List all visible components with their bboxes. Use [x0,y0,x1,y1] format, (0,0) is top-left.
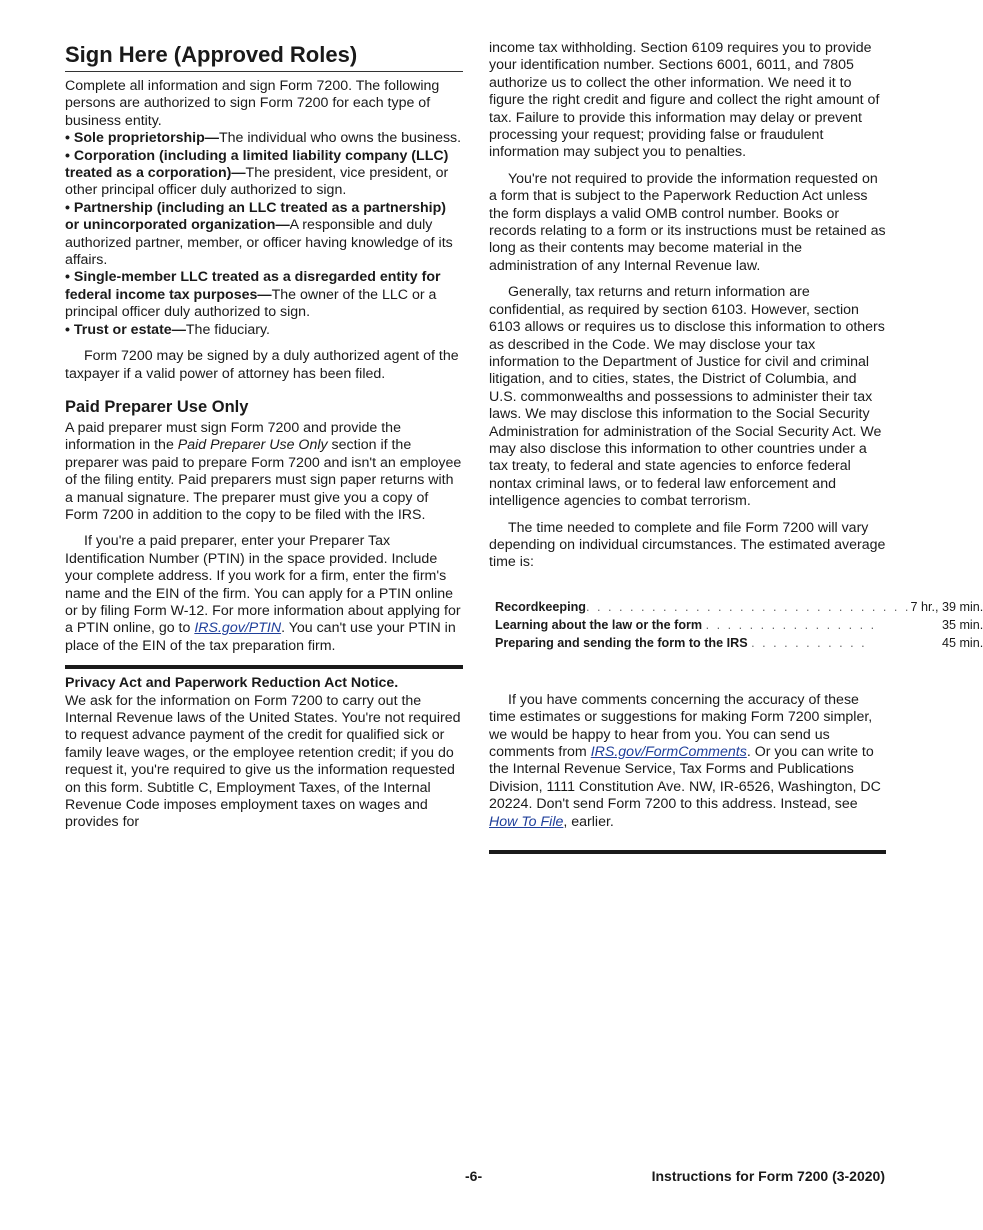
omb-paragraph: You're not required to provide the information requested on a form that is subject to the Paperwork Reduction Act unless the form displays a valid OMB control number. Books or records relating to a form or its instructions must be retained as long as their contents may become material in the administration of any Internal Revenue law. [489,170,886,274]
roles-list [65,130,463,339]
end-divider [489,850,886,854]
role-term: Partnership (including an LLC treated as a partnership) or unincorporated organization— [65,199,447,234]
agent-paragraph: Form 7200 may be signed by a duly authorized agent of the taxpayer if a valid power of attorney has been filed. [65,348,459,382]
role-term: Single-member LLC treated as a disregarded entity for federal income tax purposes— [65,269,441,303]
list-item: • Sole proprietorship—The individual who owns the business. [65,130,462,147]
document-title-footer: Instructions for Form 7200 (3-2020) [651,1168,885,1184]
role-desc: The fiduciary. [185,321,270,338]
form-comments-link[interactable]: IRS.gov/FormComments [590,744,747,760]
confidentiality-paragraph: Generally, tax returns and return information are confidential, as required by section 6103. However, section 6103 allows or requires us to disclose this information to others as described in the Code. We may disclose your tax information to the Department of Justice for civil and criminal litigation, and to cities, states, the District of Columbia, and U.S. commonwealths and possessions to administer their tax laws. We may disclose this information to the Social Security Administration for administration of the Social Security Act. We may also disclose this information to other countries under a tax treaty, to federal and state agencies to enforce federal nontax criminal laws, or to federal law enforcement and intelligence agencies to combat terrorism. [489,284,885,510]
comments-paragraph: If you have comments concerning the accuracy of these time estimates or suggestions for making Form 7200 simpler, we would be happy to hear from you. You can send us comments from IRS.gov/FormComments. Or you can write to the Internal Revenue Service, Tax Forms and Publications Division, 1111 Constitution Ave. NW, IR-6526, Washington, DC 20224. Don't send Form 7200 to this address. Instead, see How To File, earlier. [489,691,881,830]
table-row: Learning about the law or the form . . . . . . . . . . . . . . . . 35 min. [495,617,983,632]
list-item: • Single-member LLC treated as a disregarded entity for federal income tax purposes—The owner of the LLC or a principal officer duly authorized to sign. [65,269,441,321]
privacy-continued-paragraph: income tax withholding. Section 6109 requires you to provide your identification number. Sections 6001, 6011, and 7805 authorize us to collect the other information. We need it to figure the right credit and figure and collect the right amount of tax. Failure to provide this information may delay or prevent processing your request; providing false or fraudulent information may subject you to penalties. [489,40,880,161]
time-estimate-intro: The time needed to complete and file Form 7200 will vary depending on individual circumstances. The estimated average time is: [489,519,886,571]
page-number: -6- [465,1168,483,1184]
how-to-file-link[interactable]: How To File [489,813,564,830]
sign-intro: Complete all information and sign Form 7200. The following persons are authorized to sign Form 7200 for each type of business entity. [65,78,440,129]
right-column [489,40,983,854]
role-term: Corporation (including a limited liability company (LLC) treated as a corporation)— [65,147,449,182]
role-term: Trust or estate— [73,321,186,338]
privacy-notice: Privacy Act and Paperwork Reduction Act Notice. We ask for the information on Form 7200 to carry out the Internal Revenue laws of the United States. You're not required to request advance payment of the credit for qualified sick or family leave wages, or the employee retention credit; if you do request it, you're required to give us the information requested on this form. Subtitle C, Employment Taxes, of the Internal Revenue Code imposes employment taxes on wages and provides for [65,675,461,831]
subheading-paid-preparer: Paid Preparer Use Only [65,397,249,416]
table-row: Preparing and sending the form to the IRS . . . . . . . . . . . 45 min. [495,635,983,650]
preparer-paragraph-2: If you're a paid preparer, enter your Preparer Tax Identification Number (PTIN) in the space provided. Include your complete address. If you work for a firm, enter the firm's name and the EIN of the firm. You can apply for a PTIN online or by filing Form W-12. For more information about applying for a PTIN online, go to IRS.gov/PTIN. You can't use your PTIN in place of the EIN of the tax preparation firm. [65,533,461,654]
table-row: Recordkeeping. . . . . . . . . . . . . . . . . . . . . . . . . . . . . . 7 hr., 39 min. [495,599,983,614]
role-desc: A responsible and duly authorized partner, member, or officer having knowledge of its affairs. [65,217,453,269]
role-desc: The owner of the LLC or a principal officer duly authorized to sign. [65,286,437,321]
section-divider [65,665,463,669]
privacy-heading: Privacy Act and Paperwork Reduction Act Notice. [65,675,399,692]
list-item: • Trust or estate—The fiduciary. [65,321,270,338]
time-estimate-table [495,598,983,652]
ptin-link[interactable]: IRS.gov/PTIN [194,620,282,637]
section-heading-sign-here: Sign Here (Approved Roles) [65,42,463,72]
preparer-paragraph-1: A paid preparer must sign Form 7200 and provide the information in the Paid Preparer Use Only section if the preparer was paid to prepare Form 7200 and isn't an employee of the filing entity. Paid preparers must sign paper returns with a manual signature. The preparer must give you a copy of Form 7200 in addition to the copy to be filed with the IRS. [65,419,462,523]
role-desc: The individual who owns the business. [218,130,462,147]
left-column [65,40,463,832]
role-desc: The president, vice president, or other principal officer duly authorized to sign. [65,165,449,199]
list-item: • Partnership (including an LLC treated as a partnership) or unincorporated organization—A responsible and duly authorized partner, member, or officer having knowledge of its affairs. [65,199,453,269]
list-item: • Corporation (including a limited liability company (LLC) treated as a corporation)—The president, vice president, or other principal officer duly authorized to sign. [65,147,449,199]
role-term: Sole proprietorship— [73,130,219,147]
